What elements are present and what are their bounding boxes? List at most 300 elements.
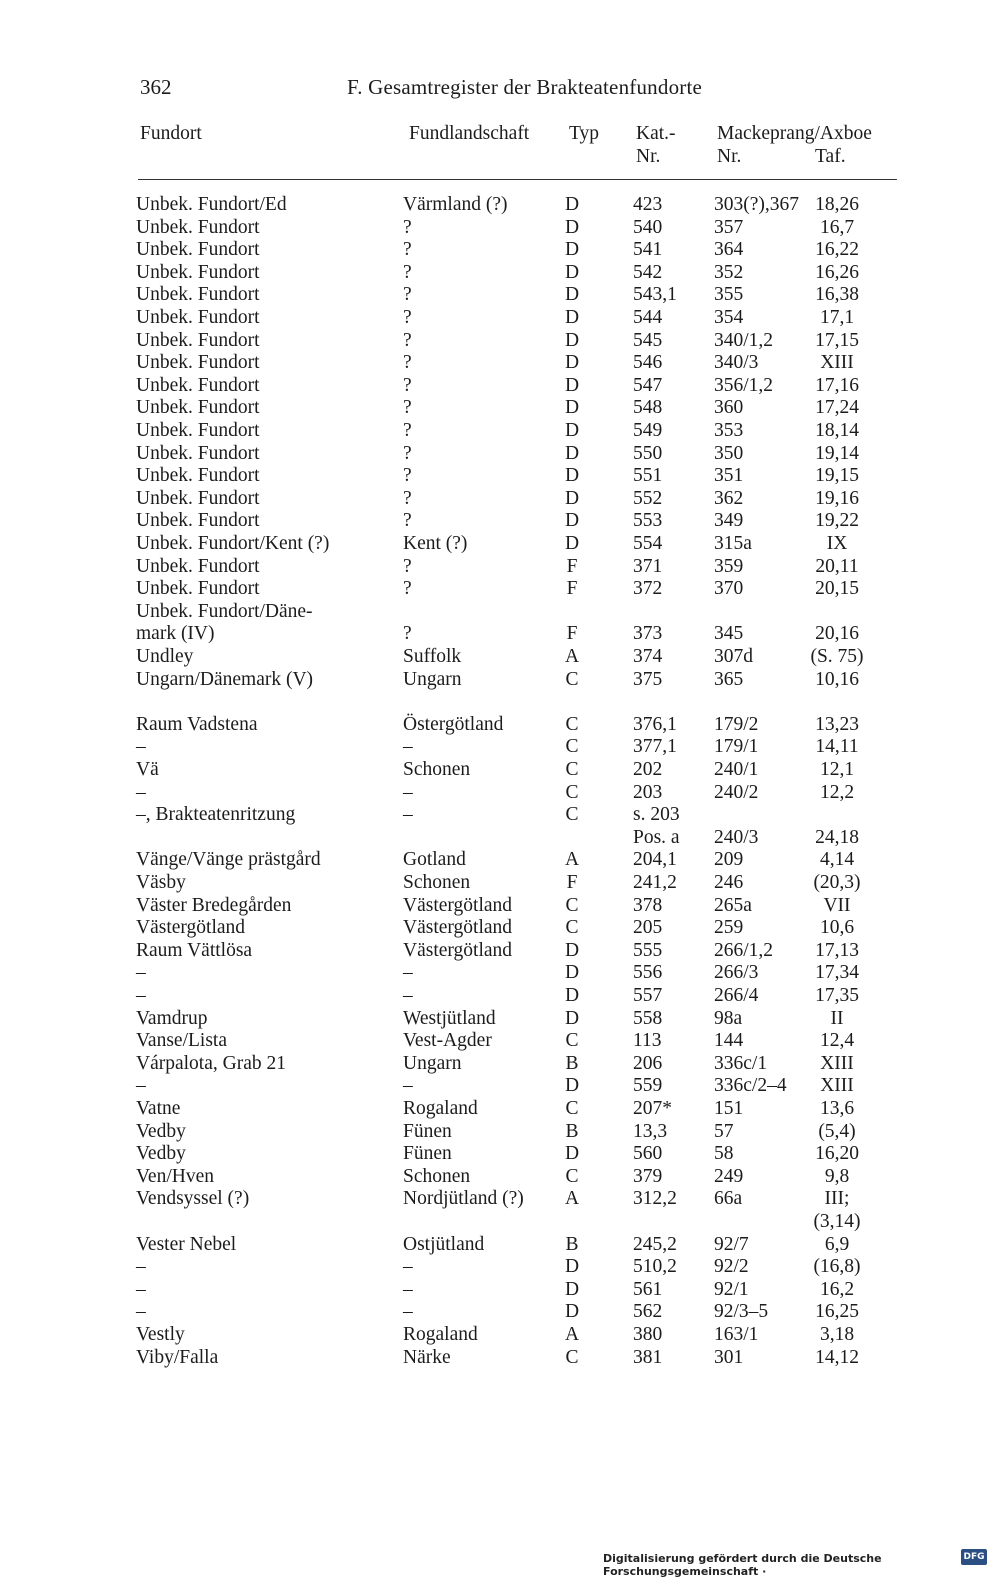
table-row (0, 1300, 1000, 1323)
table-row (0, 261, 1000, 284)
taf-cell: XIII (820, 1075, 854, 1097)
table-row (0, 1007, 1000, 1030)
fundlandschaft-cell: Vest-Agder (403, 1030, 492, 1052)
mackeprang-nr-cell: 340/3 (714, 352, 759, 374)
table-row (0, 916, 1000, 939)
kat-nr-cell: 423 (633, 194, 663, 215)
typ-cell: D (565, 352, 580, 374)
kat-nr-cell: 379 (633, 1165, 663, 1187)
table-row (0, 464, 1000, 487)
taf-cell: 18,26 (815, 194, 859, 215)
taf-cell: 19,14 (815, 442, 859, 464)
typ-cell: D (565, 397, 580, 419)
taf-cell: 17,1 (819, 307, 855, 328)
fundort-cell: Unbek. Fundort (136, 420, 260, 441)
dfg-logo: DFG (961, 1549, 987, 1565)
table-row (0, 645, 1000, 668)
typ-cell: A (565, 1324, 580, 1345)
kat-nr-cell: 557 (633, 985, 663, 1006)
kat-nr-cell: 374 (633, 646, 663, 667)
kat-nr-cell: 562 (633, 1301, 663, 1323)
typ-cell: C (565, 736, 579, 758)
kat-nr-cell: 540 (633, 216, 663, 238)
mackeprang-nr-cell: 355 (714, 284, 744, 306)
mackeprang-nr-cell: 92/7 (714, 1233, 749, 1255)
table-row (0, 1278, 1000, 1301)
fundort-cell: Vä (136, 759, 159, 780)
kat-nr-cell: 541 (633, 239, 663, 261)
fundort-cell: Vänge/Vänge prästgård (136, 849, 321, 871)
table-row (0, 306, 1000, 329)
fundort-cell: Unbek. Fundort (136, 442, 260, 464)
mackeprang-nr-cell: 259 (714, 917, 744, 939)
typ-cell: C (565, 1165, 579, 1187)
typ-cell: D (565, 1075, 580, 1097)
taf-cell: 12,4 (819, 1030, 855, 1052)
kat-nr-cell: 560 (633, 1143, 663, 1165)
taf-cell: 14,12 (815, 1346, 859, 1368)
kat-nr-cell: 554 (633, 533, 663, 554)
typ-cell: F (566, 623, 578, 645)
fundlandschaft-cell: Rogaland (403, 1324, 478, 1345)
kat-nr-cell: 556 (633, 962, 663, 984)
fundlandschaft-cell: ? (403, 307, 412, 328)
table-row (0, 781, 1000, 804)
fundlandschaft-cell: Ostjütland (403, 1233, 485, 1255)
fundort-cell: Unbek. Fundort/Däne- (136, 600, 313, 622)
kat-nr-cell: 206 (633, 1052, 663, 1074)
col-header-kat-nr: Nr. (636, 146, 661, 167)
fundort-cell: – (136, 1278, 146, 1300)
fundlandschaft-cell: ? (403, 329, 412, 351)
col-header-mackeprang-nr: Nr. (717, 146, 742, 167)
typ-cell: A (565, 1188, 580, 1210)
fundlandschaft-cell: ? (403, 420, 412, 441)
typ-cell: C (565, 668, 579, 690)
table-row (0, 1210, 1000, 1233)
fundort-cell: Unbek. Fundort (136, 374, 260, 396)
col-header-fundort: Fundort (140, 123, 202, 144)
taf-cell: 16,7 (819, 216, 855, 238)
typ-cell: C (565, 759, 579, 780)
fundort-cell: Unbek. Fundort (136, 216, 260, 238)
taf-cell: 20,11 (815, 555, 859, 577)
fundort-cell: Unbek. Fundort (136, 307, 260, 328)
taf-cell: 19,22 (815, 510, 859, 532)
mackeprang-nr-cell: 151 (714, 1098, 744, 1119)
fundort-cell: Unbek. Fundort (136, 397, 260, 419)
kat-nr-cell: Pos. a (633, 826, 680, 848)
fundlandschaft-cell: Schonen (403, 872, 471, 893)
mackeprang-nr-cell: 336c/2–4 (714, 1075, 787, 1097)
fundort-cell: Vestly (136, 1324, 185, 1345)
mackeprang-nr-cell: 57 (714, 1120, 734, 1142)
fundort-cell: Várpalota, Grab 21 (136, 1052, 286, 1074)
taf-cell: 13,23 (815, 713, 859, 735)
table-row (0, 894, 1000, 917)
kat-nr-cell: 373 (633, 623, 663, 645)
kat-nr-cell: 543,1 (633, 284, 677, 306)
kat-nr-cell: 241,2 (633, 872, 677, 893)
mackeprang-nr-cell: 240/2 (714, 781, 759, 803)
kat-nr-cell: 561 (633, 1278, 663, 1300)
mackeprang-nr-cell: 370 (714, 578, 744, 600)
typ-cell: D (565, 962, 580, 984)
fundlandschaft-cell: ? (403, 261, 412, 283)
typ-cell: D (565, 1301, 580, 1323)
table-row (0, 848, 1000, 871)
mackeprang-nr-cell: 92/2 (714, 1256, 749, 1278)
mackeprang-nr-cell: 240/1 (714, 759, 759, 780)
fundort-cell: Vanse/Lista (136, 1030, 227, 1052)
mackeprang-nr-cell: 351 (714, 465, 744, 487)
fundort-cell: Vedby (136, 1120, 186, 1142)
mackeprang-nr-cell: 315a (714, 533, 752, 554)
mackeprang-nr-cell: 266/3 (714, 962, 759, 984)
taf-cell: 20,16 (815, 623, 859, 645)
fundort-cell: Unbek. Fundort (136, 352, 260, 374)
fundlandschaft-cell: ? (403, 578, 412, 600)
fundlandschaft-cell: Schonen (403, 759, 471, 780)
fundort-cell: Unbek. Fundort (136, 239, 260, 261)
fundlandschaft-cell: Nordjütland (?) (403, 1188, 524, 1210)
kat-nr-cell: 205 (633, 917, 663, 939)
mackeprang-nr-cell: 249 (714, 1165, 744, 1187)
typ-cell: D (565, 239, 580, 261)
taf-cell: IX (826, 533, 848, 554)
typ-cell: D (565, 939, 580, 961)
taf-cell: 10,6 (819, 917, 855, 939)
fundlandschaft-cell: Västergötland (403, 894, 513, 916)
table-row (0, 826, 1000, 849)
table-row (0, 238, 1000, 261)
mackeprang-nr-cell: 66a (714, 1188, 743, 1210)
taf-cell: 16,22 (815, 239, 859, 261)
mackeprang-nr-cell: 345 (714, 623, 744, 645)
typ-cell: D (565, 1143, 580, 1165)
fundort-cell: Raum Vättlösa (136, 939, 253, 961)
kat-nr-cell: 553 (633, 510, 663, 532)
kat-nr-cell: 552 (633, 487, 663, 509)
col-header-fundlandschaft: Fundlandschaft (409, 123, 530, 144)
fundlandschaft-cell: Västergötland (403, 917, 513, 939)
mackeprang-nr-cell: 353 (714, 420, 744, 441)
typ-cell: D (565, 420, 580, 441)
taf-cell: 13,6 (819, 1098, 855, 1119)
taf-cell: (5,4) (818, 1120, 856, 1142)
kat-nr-cell: 376,1 (633, 713, 677, 735)
table-row (0, 216, 1000, 239)
typ-cell: D (565, 194, 580, 215)
taf-cell: 24,18 (815, 826, 859, 848)
table-row (0, 532, 1000, 555)
typ-cell: D (565, 510, 580, 532)
table-row (0, 600, 1000, 623)
fundlandschaft-cell: Schonen (403, 1165, 471, 1187)
typ-cell: D (565, 261, 580, 283)
typ-cell: C (565, 917, 579, 939)
table-row (0, 509, 1000, 532)
taf-cell: XIII (820, 352, 854, 374)
fundlandschaft-cell: – (403, 1278, 413, 1300)
typ-cell: C (565, 1098, 579, 1119)
table-row (0, 939, 1000, 962)
typ-cell: D (565, 1007, 580, 1029)
typ-cell: C (565, 894, 579, 916)
table-row (0, 1074, 1000, 1097)
page-number: 362 (140, 75, 172, 99)
typ-cell: D (565, 216, 580, 238)
typ-cell: C (565, 804, 579, 826)
fundlandschaft-cell: Fünen (403, 1120, 452, 1142)
fundlandschaft-cell: ? (403, 397, 412, 419)
fundort-cell: Vester Nebel (136, 1233, 237, 1255)
table-row (0, 1233, 1000, 1256)
typ-cell: B (565, 1052, 579, 1074)
typ-cell: F (566, 872, 578, 893)
mackeprang-nr-cell: 163/1 (714, 1324, 759, 1345)
kat-nr-cell: 245,2 (633, 1233, 677, 1255)
table-row (0, 193, 1000, 216)
table-row (0, 690, 1000, 713)
mackeprang-nr-cell: 350 (714, 442, 744, 464)
fundort-cell: – (136, 1075, 146, 1097)
taf-cell: 17,13 (815, 939, 859, 961)
fundort-cell: Raum Vadstena (136, 713, 258, 735)
fundlandschaft-cell: – (403, 962, 413, 984)
taf-cell: 18,14 (815, 420, 859, 441)
typ-cell: D (565, 1278, 580, 1300)
kat-nr-cell: 203 (633, 781, 663, 803)
mackeprang-nr-cell: 301 (714, 1346, 744, 1368)
table-row (0, 984, 1000, 1007)
fundort-cell: mark (IV) (136, 623, 215, 645)
table-row (0, 442, 1000, 465)
table-row (0, 419, 1000, 442)
fundlandschaft-cell: – (403, 985, 413, 1006)
fundort-cell: Unbek. Fundort (136, 487, 260, 509)
table-row (0, 1142, 1000, 1165)
kat-nr-cell: 510,2 (633, 1256, 677, 1278)
mackeprang-nr-cell: 240/3 (714, 826, 759, 848)
fundlandschaft-cell: Gotland (403, 849, 466, 871)
fundlandschaft-cell: Östergötland (403, 713, 504, 735)
typ-cell: B (565, 1120, 579, 1142)
fundlandschaft-cell: Kent (?) (403, 533, 468, 554)
kat-nr-cell: 207* (633, 1098, 672, 1119)
fundlandschaft-cell: ? (403, 465, 412, 487)
fundort-cell: Unbek. Fundort (136, 261, 260, 283)
typ-cell: D (565, 284, 580, 306)
kat-nr-cell: 555 (633, 939, 663, 961)
taf-cell: 16,2 (819, 1278, 855, 1300)
kat-nr-cell: 375 (633, 668, 663, 690)
kat-nr-cell: s. 203 (633, 804, 680, 826)
fundlandschaft-cell: – (403, 1301, 413, 1323)
typ-cell: C (565, 1030, 579, 1052)
table-row (0, 622, 1000, 645)
table-row (0, 555, 1000, 578)
mackeprang-nr-cell: 303(?),367 (714, 194, 800, 215)
kat-nr-cell: 381 (633, 1346, 663, 1368)
fundlandschaft-cell: – (403, 804, 413, 826)
fundort-cell: – (136, 1301, 146, 1323)
taf-cell: 16,26 (815, 261, 859, 283)
fundort-cell: Unbek. Fundort (136, 510, 260, 532)
fundort-cell: Ungarn/Dänemark (V) (136, 668, 314, 690)
mackeprang-nr-cell: 362 (714, 487, 744, 509)
fundlandschaft-cell: Rogaland (403, 1098, 478, 1119)
table-row (0, 1052, 1000, 1075)
fundlandschaft-cell: Närke (403, 1346, 451, 1368)
taf-cell: 20,15 (815, 578, 859, 600)
table-row (0, 283, 1000, 306)
fundlandschaft-cell: – (403, 736, 413, 758)
fundort-cell: Undley (136, 646, 194, 667)
mackeprang-nr-cell: 356/1,2 (714, 374, 774, 396)
taf-cell: 12,2 (819, 781, 855, 803)
mackeprang-nr-cell: 357 (714, 216, 744, 238)
kat-nr-cell: 547 (633, 374, 663, 396)
mackeprang-nr-cell: 336c/1 (714, 1052, 768, 1074)
fundlandschaft-cell: ? (403, 374, 412, 396)
kat-nr-cell: 378 (633, 894, 663, 916)
fundort-cell: Unbek. Fundort (136, 465, 260, 487)
kat-nr-cell: 13,3 (633, 1120, 668, 1142)
fundort-cell: – (136, 1256, 146, 1278)
table-row (0, 374, 1000, 397)
mackeprang-nr-cell: 365 (714, 668, 744, 690)
fundlandschaft-cell: ? (403, 442, 412, 464)
fundlandschaft-cell: Västergötland (403, 939, 513, 961)
table-row (0, 1346, 1000, 1369)
taf-cell: 16,25 (815, 1301, 859, 1323)
typ-cell: D (565, 465, 580, 487)
kat-nr-cell: 113 (633, 1030, 662, 1052)
col-header-taf: Taf. (815, 146, 846, 167)
fundort-cell: Unbek. Fundort/Ed (136, 194, 287, 215)
kat-nr-cell: 545 (633, 329, 663, 351)
fundort-cell: Vatne (136, 1098, 181, 1119)
taf-cell: 19,16 (815, 487, 859, 509)
fundlandschaft-cell: ? (403, 510, 412, 532)
taf-cell: (3,14) (813, 1211, 861, 1232)
fundlandschaft-cell: Westjütland (403, 1007, 496, 1029)
table-row (0, 758, 1000, 781)
mackeprang-nr-cell: 349 (714, 510, 744, 532)
mackeprang-nr-cell: 352 (714, 261, 744, 283)
fundort-cell: Unbek. Fundort (136, 329, 260, 351)
col-header-kat: Kat.- (636, 123, 676, 144)
mackeprang-nr-cell: 354 (714, 307, 744, 328)
fundlandschaft-cell: Värmland (?) (403, 194, 508, 215)
taf-cell: XIII (820, 1052, 854, 1074)
fundort-cell: – (136, 781, 146, 803)
typ-cell: D (565, 442, 580, 464)
taf-cell: 16,38 (815, 284, 859, 306)
table-row (0, 351, 1000, 374)
table-row (0, 396, 1000, 419)
table-row (0, 1029, 1000, 1052)
taf-cell: 17,34 (815, 962, 859, 984)
fundlandschaft-cell: – (403, 1075, 413, 1097)
taf-cell: 19,15 (815, 465, 859, 487)
mackeprang-nr-cell: 58 (714, 1143, 734, 1165)
mackeprang-nr-cell: 360 (714, 397, 744, 419)
taf-cell: II (830, 1007, 844, 1029)
kat-nr-cell: 202 (633, 759, 663, 780)
typ-cell: D (565, 487, 580, 509)
fundlandschaft-cell: ? (403, 239, 412, 261)
taf-cell: 16,20 (815, 1143, 859, 1165)
table-row (0, 1120, 1000, 1143)
kat-nr-cell: 559 (633, 1075, 663, 1097)
kat-nr-cell: 558 (633, 1007, 663, 1029)
taf-cell: 17,16 (815, 374, 859, 396)
table-row (0, 871, 1000, 894)
mackeprang-nr-cell: 246 (714, 872, 744, 893)
taf-cell: 6,9 (824, 1233, 850, 1255)
kat-nr-cell: 372 (633, 578, 663, 600)
col-header-typ: Typ (569, 123, 600, 144)
table-row (0, 668, 1000, 691)
table-row (0, 961, 1000, 984)
fundort-cell: Unbek. Fundort/Kent (?) (136, 533, 330, 554)
typ-cell: A (565, 646, 580, 667)
table-row (0, 735, 1000, 758)
fundort-cell: –, Brakteatenritzung (136, 804, 296, 826)
mackeprang-nr-cell: 209 (714, 849, 744, 871)
fundlandschaft-cell: ? (403, 623, 412, 645)
table-row (0, 1165, 1000, 1188)
taf-cell: (16,8) (813, 1256, 861, 1278)
table-row (0, 1323, 1000, 1346)
typ-cell: A (565, 849, 580, 871)
mackeprang-nr-cell: 266/1,2 (714, 939, 774, 961)
fundort-cell: Unbek. Fundort (136, 578, 260, 600)
taf-cell: 14,11 (815, 736, 859, 758)
fundlandschaft-cell: Fünen (403, 1143, 452, 1165)
mackeprang-nr-cell: 98a (714, 1007, 743, 1029)
kat-nr-cell: 380 (633, 1324, 663, 1345)
taf-cell: (S. 75) (810, 646, 864, 667)
fundort-cell: Viby/Falla (136, 1346, 219, 1368)
table-row (0, 1097, 1000, 1120)
fundlandschaft-cell: Suffolk (403, 646, 462, 667)
taf-cell: (20,3) (813, 872, 861, 893)
table-row (0, 329, 1000, 352)
col-header-mackeprang: Mackeprang/Axboe (717, 123, 872, 144)
kat-nr-cell: 542 (633, 261, 663, 283)
mackeprang-nr-cell: 359 (714, 555, 744, 577)
fundlandschaft-cell: – (403, 1256, 413, 1278)
typ-cell: C (565, 781, 579, 803)
mackeprang-nr-cell: 144 (714, 1030, 744, 1052)
mackeprang-nr-cell: 266/4 (714, 985, 759, 1006)
mackeprang-nr-cell: 179/2 (714, 713, 759, 735)
typ-cell: C (565, 713, 579, 735)
table-row (0, 713, 1000, 736)
fundort-cell: Unbek. Fundort (136, 284, 260, 306)
typ-cell: C (565, 1346, 579, 1368)
fundlandschaft-cell: ? (403, 352, 412, 374)
running-title: F. Gesamtregister der Brakteatenfundorte (347, 75, 703, 99)
typ-cell: D (565, 329, 580, 351)
table-row (0, 487, 1000, 510)
kat-nr-cell: 546 (633, 352, 663, 374)
fundlandschaft-cell: ? (403, 487, 412, 509)
kat-nr-cell: 377,1 (633, 736, 677, 758)
